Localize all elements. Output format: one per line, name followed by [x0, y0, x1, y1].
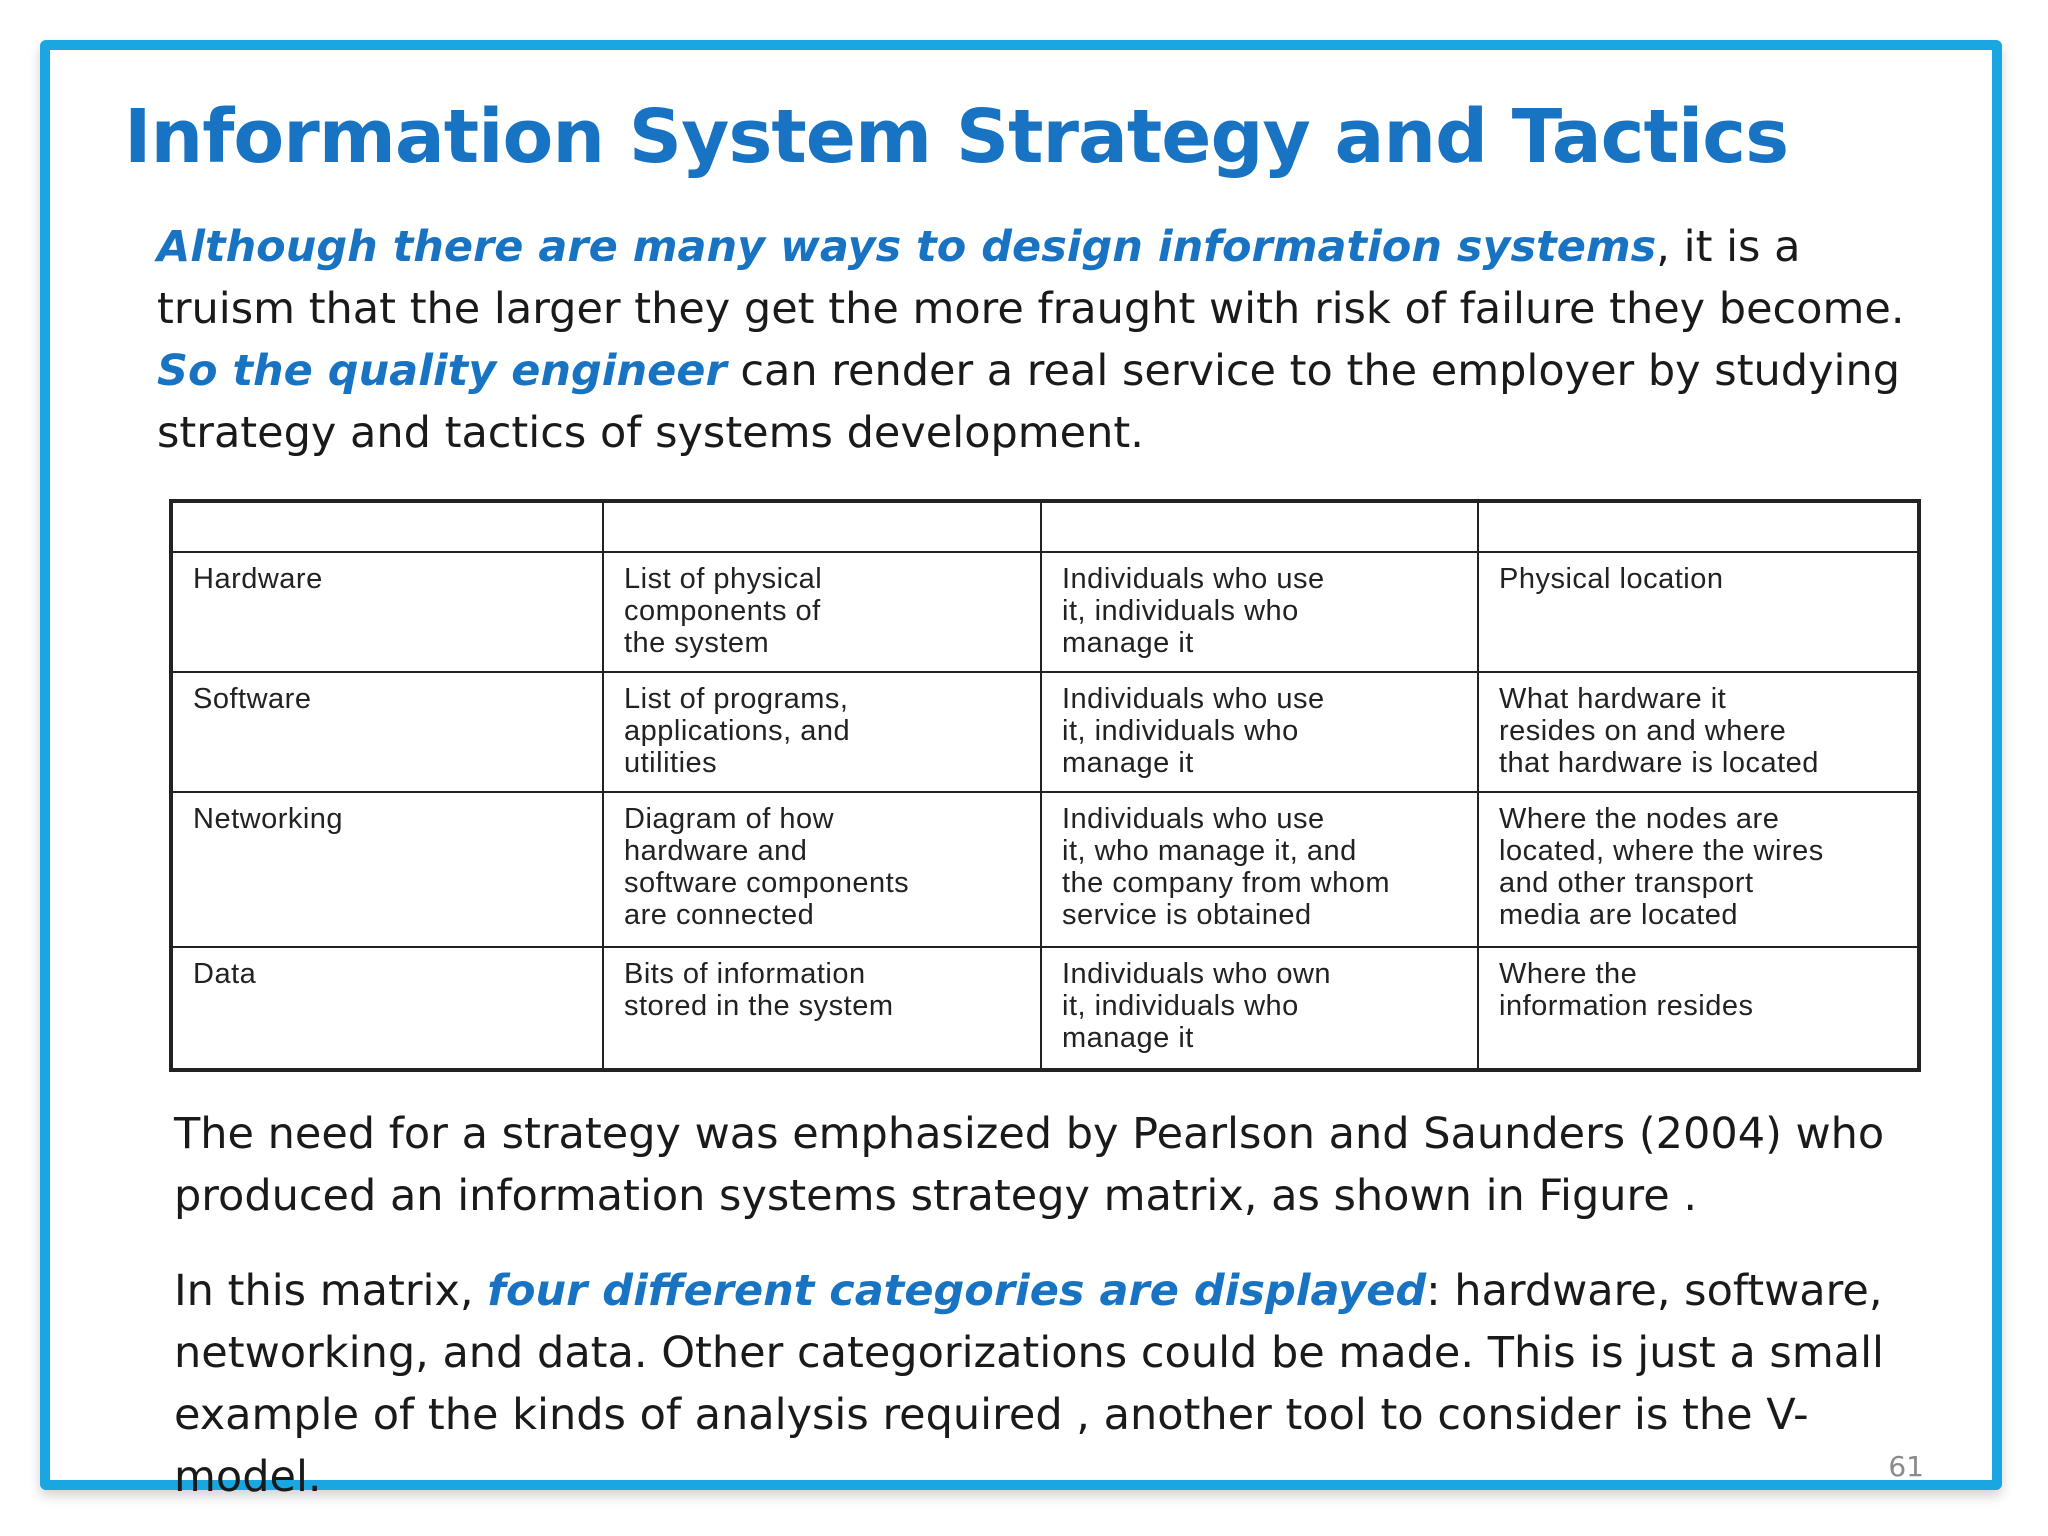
matrix-row-networking: [171, 792, 1919, 946]
who-cell: Individuals who use it, individuals who manage it: [1041, 552, 1478, 672]
who-cell: Individuals who own it, individuals who manage it: [1041, 947, 1478, 1070]
categories-paragraph: [174, 1260, 1934, 1508]
matrix-header-row: [171, 501, 1919, 552]
categories-text-1: In this matrix,: [174, 1266, 488, 1316]
strategy-matrix-table: [169, 499, 1921, 1072]
where-cell: What hardware it resides on and where that hardware is located: [1478, 672, 1919, 792]
what-cell: List of programs, applications, and utilities: [603, 672, 1041, 792]
intro-text-2: can render a real service to the employer by studying strategy and tactics of systems development.: [157, 346, 1901, 458]
matrix-row-data: [171, 947, 1919, 1070]
category-cell: Hardware: [171, 552, 603, 672]
page-number: 61: [1888, 1450, 1924, 1483]
intro-text-1: , it is a truism that the larger they get the more fraught with risk of failure they become.: [157, 222, 1905, 334]
categories-emphasis: four different categories are displayed: [487, 1266, 1427, 1316]
what-cell: Bits of information stored in the system: [603, 947, 1041, 1070]
matrix-row-software: [171, 672, 1919, 792]
matrix-header-cell: [1478, 501, 1919, 552]
who-cell: Individuals who use it, individuals who manage it: [1041, 672, 1478, 792]
matrix-header-cell: [603, 501, 1041, 552]
where-cell: Physical location: [1478, 552, 1919, 672]
category-cell: Networking: [171, 792, 603, 946]
intro-emphasis-2: So the quality engineer: [157, 346, 727, 396]
strategy-need-paragraph: The need for a strategy was emphasized by Pearlson and Saunders (2004) who produced an information systems strategy matrix, as shown in Figure .: [174, 1109, 1885, 1221]
where-cell: Where the information resides: [1478, 947, 1919, 1070]
who-cell: Individuals who use it, who manage it, and the company from whom service is obtained: [1041, 792, 1478, 946]
matrix-header-cell: [1041, 501, 1478, 552]
where-cell: Where the nodes are located, where the wires and other transport media are located: [1478, 792, 1919, 946]
category-cell: Data: [171, 947, 603, 1070]
what-cell: Diagram of how hardware and software components are connected: [603, 792, 1041, 946]
matrix-row-hardware: [171, 552, 1919, 672]
intro-paragraph: [157, 216, 1917, 464]
what-cell: List of physical components of the system: [603, 552, 1041, 672]
slide-title: Information System Strategy and Tactics: [124, 94, 1789, 180]
intro-emphasis-1: Although there are many ways to design information systems: [157, 222, 1657, 272]
matrix-header-cell: [171, 501, 603, 552]
categories-text-2: : hardware, software, networking, and data. Other categorizations could be made. This is just a small example of the kinds of analysis required , another tool to consider is the V-model.: [174, 1266, 1884, 1502]
category-cell: Software: [171, 672, 603, 792]
